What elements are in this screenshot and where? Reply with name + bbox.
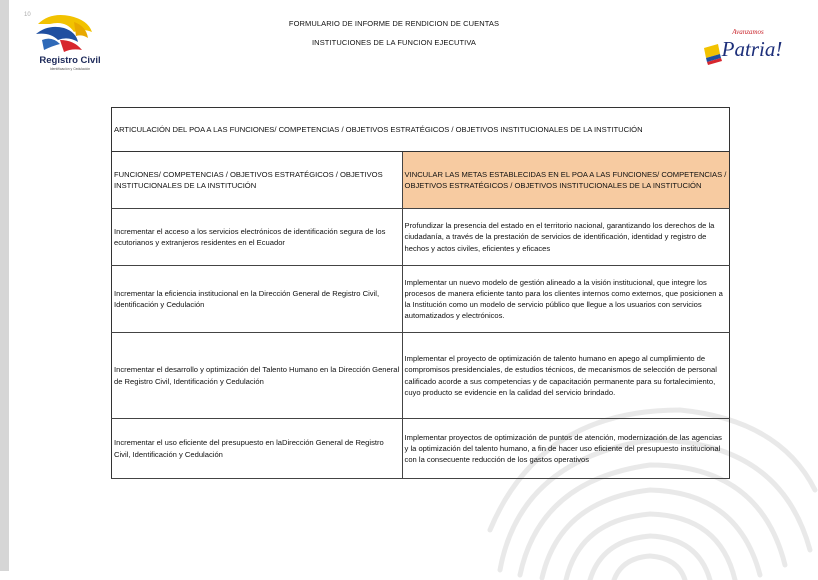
left-margin-bar bbox=[0, 0, 9, 571]
row-goal: Implementar el proyecto de optimización de talento humano en apego al cumplimiento de compromisos presidenciales, de estudios técnicos, de mecanismos de selección de personal calificado acorde a sus competencias y de capacitación permanente para su fortalecimiento, cuyo producto se evidencie en la calidad del servicio brindado. bbox=[402, 333, 729, 419]
col2-header: VINCULAR LAS METAS ESTABLECIDAS EN EL POA A LAS FUNCIONES/ COMPETENCIAS / OBJETIVOS ESTRATÉGICOS / OBJETIVOS INSTITUCIONALES DE LA INSTITUCIÓN bbox=[402, 152, 729, 209]
form-subtitle: INSTITUCIONES DE LA FUNCION EJECUTIVA bbox=[312, 38, 476, 47]
form-title: FORMULARIO DE INFORME DE RENDICION DE CUENTAS bbox=[288, 19, 500, 28]
row-goal: Implementar un nuevo modelo de gestión alineado a la visión institucional, que integre los procesos de manera eficiente tanto para los clientes internos como externos, que posicionen a la Institución como un modelo de servicio público que llegue a los usuarios con servicios automatizados y electrónicos. bbox=[402, 266, 729, 333]
row-objective: Incrementar el acceso a los servicios electrónicos de identificación segura de los ecutorianos y extranjeros residentes en el Ecuador bbox=[112, 209, 403, 266]
table-row bbox=[112, 209, 730, 266]
row-objective: Incrementar la eficiencia institucional en la Dirección General de Registro Civil, Identificación y Cedulación bbox=[112, 266, 403, 333]
row-goal: Profundizar la presencia del estado en el territorio nacional, garantizando los derechos de la ciudadanía, a través de la prestación de servicios de identificación, identidad y registro de hechos y actos civiles, eficientes y eficaces bbox=[402, 209, 729, 266]
registro-civil-logo-subtext: Identificación y Cedulación bbox=[49, 67, 91, 71]
table-title-row bbox=[112, 108, 730, 152]
patria-logo-small-text: Avanzamos bbox=[732, 28, 764, 36]
table-row bbox=[112, 333, 730, 419]
patria-logo-text: Patria! bbox=[721, 37, 783, 61]
page-number: 10 bbox=[24, 12, 31, 18]
patria-logo bbox=[700, 20, 785, 68]
row-objective: Incrementar el uso eficiente del presupuesto en laDirección General de Registro Civil, Identificación y Cedulación bbox=[112, 419, 403, 479]
table-row bbox=[112, 266, 730, 333]
table-header-row bbox=[112, 152, 730, 209]
table-row bbox=[112, 419, 730, 479]
row-goal: Implementar proyectos de optimización de puntos de atención, modernización de las agencias y la optimización del talento humano, a fin de hacer uso eficiente del presupuesto institucional con la consecuente reducción de los gastos operativos bbox=[402, 419, 729, 479]
col1-header: FUNCIONES/ COMPETENCIAS / OBJETIVOS ESTRATÉGICOS / OBJETIVOS INSTITUCIONALES DE LA INSTITUCIÓN bbox=[112, 152, 403, 209]
poa-articulation-table bbox=[111, 107, 730, 479]
table-title: ARTICULACIÓN DEL POA A LAS FUNCIONES/ COMPETENCIAS / OBJETIVOS ESTRATÉGICOS / OBJETIVOS INSTITUCIONALES DE LA INSTITUCIÓN bbox=[112, 108, 730, 152]
registro-civil-logo-text: Registro Civil bbox=[39, 55, 101, 66]
row-objective: Incrementar el desarrollo y optimización del Talento Humano en la Dirección General de Registro Civil, Identificación y Cedulación bbox=[112, 333, 403, 419]
